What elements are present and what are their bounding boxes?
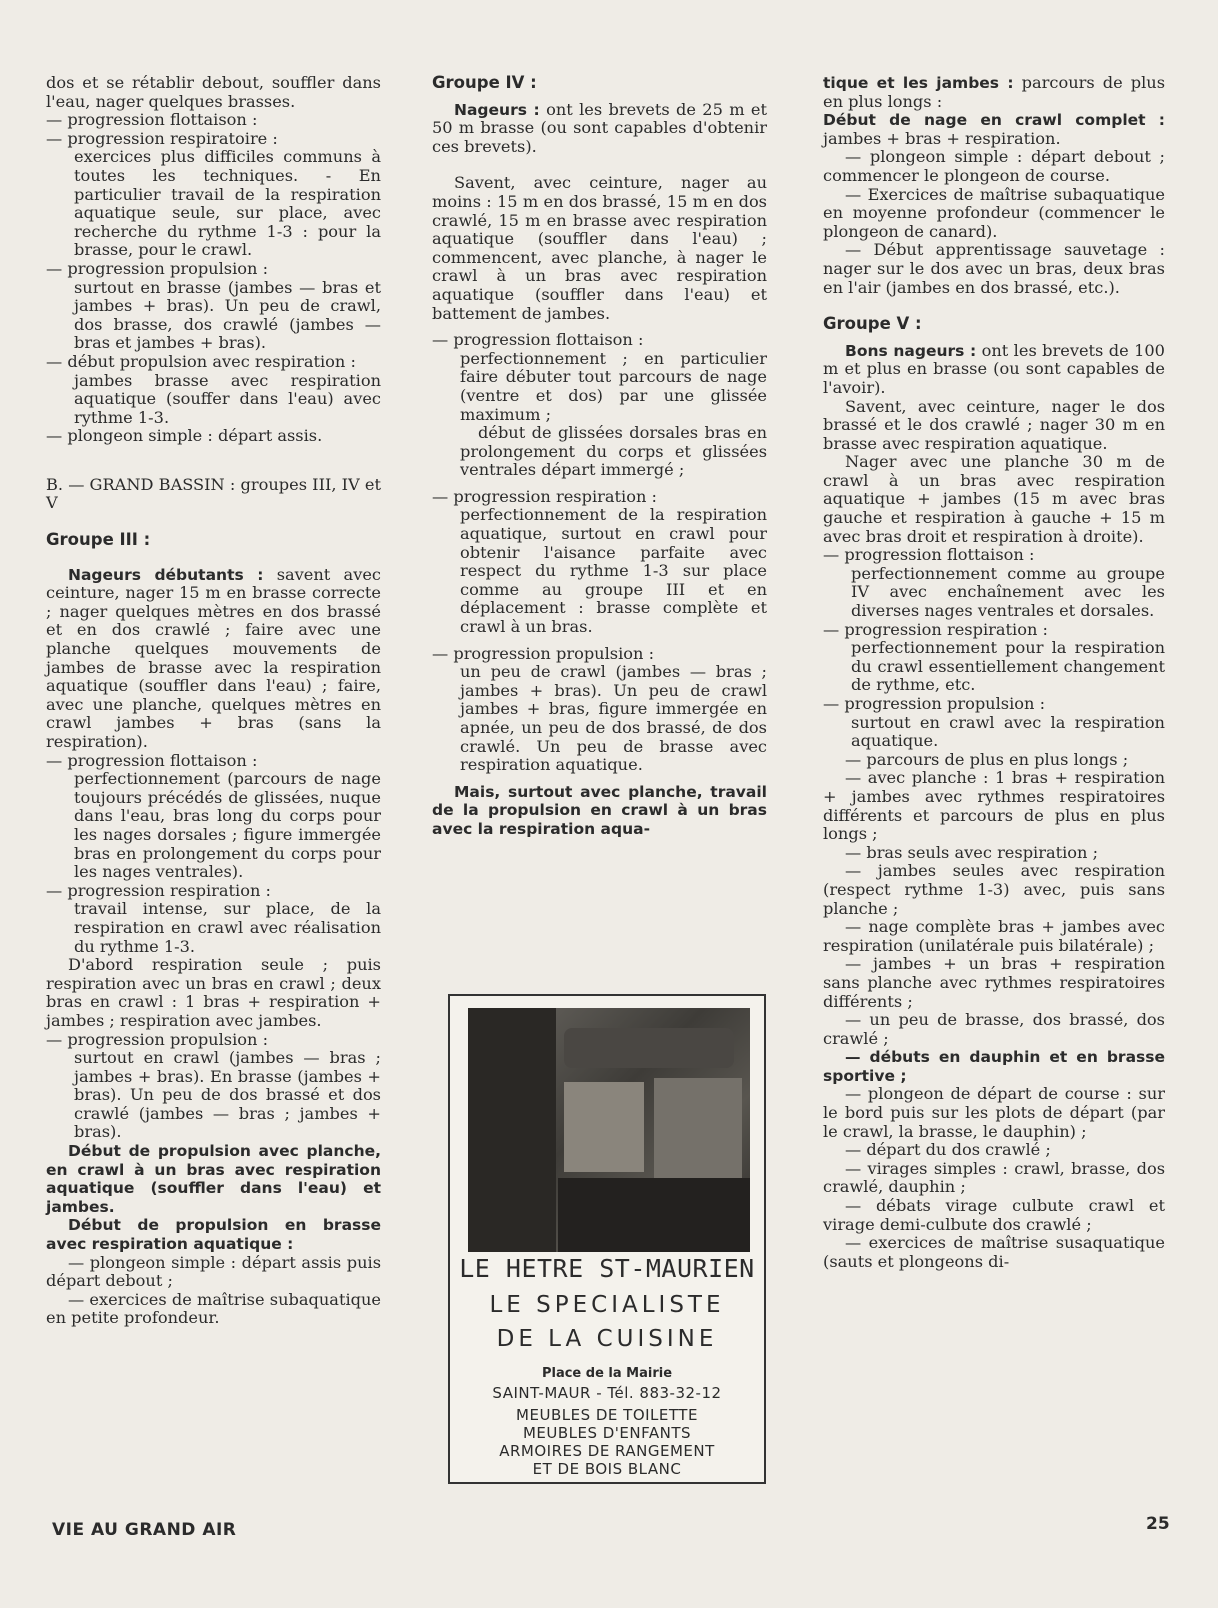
list-item: — début propulsion avec respiration :	[46, 351, 356, 371]
list-item: — parcours de plus en plus longs ;	[845, 749, 1129, 769]
group-heading: Groupe V :	[823, 314, 922, 334]
paragraph: Nager avec une planche 30 m de crawl à un bras avec respiration aquatique + jambes (15 m avec bras gauche et respiration à gauche + 15 m avec bras droit et respiration à droite).	[823, 452, 1165, 546]
bold-list-item: — débuts en dauphin et en brasse sportive ;	[823, 1048, 1165, 1085]
paragraph: début de glissées dorsales bras en prolongement du corps et glissées ventrales départ immergé ;	[460, 423, 767, 480]
column-1	[46, 74, 381, 1328]
paragraph: exercices plus difficiles communs à toutes les techniques. - En particulier travail de la respiration aquatique seule, sur place, avec recherche du rythme 1-3 : pour la brasse, pour le crawl.	[74, 147, 381, 260]
paragraph	[823, 342, 1165, 398]
list-item: — bras seuls avec respiration ;	[845, 842, 1099, 862]
magazine-title: VIE AU GRAND AIR	[52, 1520, 237, 1540]
paragraph	[823, 111, 1165, 148]
paragraph-text: jambes + bras + respiration.	[823, 128, 1061, 148]
paragraph: perfectionnement pour la respiration du crawl essentiellement changement de rythme, etc.	[851, 638, 1165, 695]
list-item: — départ du dos crawlé ;	[845, 1140, 1051, 1160]
paragraph-text: savent avec ceinture, nager 15 m en brasse correcte ; nager quelques mètres en dos brassé et en dos crawlé ; faire avec une planche quelques mouvements de jambes de brasse avec la respiration aquatique (souffler dans l'eau) ; faire, avec une planche, quelques mètres en crawl jambes + bras (sans la respiration).	[46, 564, 381, 751]
list-item: — progression respiratoire :	[46, 128, 278, 148]
list-item: — progression flottaison :	[823, 545, 1035, 565]
list-item: — Début apprentissage sauvetage : nager sur le dos avec un bras, deux bras en l'air (jambes en dos brassé, etc.).	[823, 240, 1165, 297]
lead-term: tique et les jambes :	[823, 74, 1014, 92]
ad-place: Place de la Mairie	[541, 1366, 673, 1381]
paragraph: surtout en crawl (jambes — bras ; jambes + bras). En brasse (jambes + bras). Un peu de dos brassé et dos crawlé (jambes — bras ; jambes + bras).	[74, 1048, 381, 1142]
list-item: — plongeon simple : départ assis.	[46, 426, 323, 446]
advertisement	[448, 994, 766, 1484]
list-item: — avec planche : 1 bras + respiration + jambes avec rythmes respiratoires différents et parcours de plus en plus longs ;	[823, 768, 1165, 844]
paragraph	[432, 101, 767, 157]
list-item: — jambes seules avec respiration (respect rythme 1-3) avec, puis sans planche ;	[823, 861, 1165, 918]
list-item: — progression respiration :	[46, 880, 271, 900]
list-item: — progression respiration :	[432, 486, 657, 506]
list-item: — progression propulsion :	[823, 694, 1046, 713]
list-item: — progression flottaison :	[46, 110, 258, 130]
paragraph: perfectionnement de la respiration aquatique, surtout en crawl pour obtenir l'aisance parfaite avec respect du rythme 1-3 sur place comme au groupe III et en déplacement : brasse complète et crawl à un bras.	[460, 505, 767, 637]
list-item: — plongeon de départ de course : sur le bord puis sur les plots de départ (par le crawl, la brasse, le dauphin) ;	[823, 1084, 1165, 1141]
ad-subtitle: DE LA CUISINE	[496, 1326, 718, 1352]
list-item: — jambes + un bras + respiration sans planche avec rythmes respiratoires différents ;	[823, 954, 1165, 1011]
paragraph: dos et se rétablir debout, souffler dans l'eau, nager quelques brasses.	[46, 73, 381, 111]
list-item: — plongeon simple : départ assis puis départ debout ;	[46, 1252, 381, 1291]
group-heading: Groupe IV :	[432, 73, 537, 92]
column-3	[823, 74, 1165, 1271]
list-item: — progression propulsion :	[46, 1029, 269, 1049]
lead-term: Nageurs débutants :	[68, 565, 264, 584]
paragraph: un peu de crawl (jambes — bras ; jambes + bras). Un peu de crawl jambes + bras, figure immergée en apnée, un peu de dos brassé, de dos crawlé. Un peu de brasse avec respiration aquatique.	[460, 662, 767, 775]
lead-term: Bons nageurs :	[845, 341, 977, 360]
paragraph-text: parcours de plus en plus longs :	[823, 73, 1165, 111]
ad-line: MEUBLES DE TOILETTE	[516, 1406, 698, 1424]
paragraph: surtout en brasse (jambes — bras et jambes + bras). Un peu de crawl, dos brasse, dos crawlé (jambes — bras et jambes + bras).	[74, 277, 381, 353]
paragraph: jambes brasse avec respiration aquatique (souffer dans l'eau) avec rythme 1-3.	[74, 370, 381, 427]
paragraph: Savent, avec ceinture, nager au moins : 15 m en dos brassé, 15 m en dos crawlé, 15 m en brasse avec respiration aquatique (souffler dans l'eau) ; commencent, avec planche, à nager le crawl à un bras avec respiration aquatique (souffler dans l'eau) et battement de jambes.	[432, 173, 767, 323]
ad-subtitle: LE SPECIALISTE	[489, 1292, 725, 1318]
list-item: — progression respiration :	[823, 619, 1048, 639]
list-item: — débats virage culbute crawl et virage demi-culbute dos crawlé ;	[823, 1196, 1165, 1234]
kitchen-photo	[468, 1008, 750, 1252]
paragraph: perfectionnement (parcours de nage toujours précédés de glissées, nuque dans l'eau, bras long du corps pour les nages dorsales ; figure immergée bras en prolongement du corps pour les nages ventrales).	[74, 769, 381, 882]
paragraph: perfectionnement ; en particulier faire débuter tout parcours de nage (ventre et dos) par une glissée maximum ;	[460, 348, 767, 424]
list-item: — progression propulsion :	[46, 258, 269, 278]
ad-line: MEUBLES D'ENFANTS	[522, 1424, 692, 1442]
bold-paragraph: Mais, surtout avec planche, travail de la propulsion en crawl à un bras avec la respiration aqua-	[432, 782, 767, 838]
paragraph: Savent, avec ceinture, nager le dos brassé et le dos crawlé ; nager 30 m en brasse avec respiration aquatique.	[823, 396, 1165, 453]
ad-line: ET DE BOIS BLANC	[532, 1460, 682, 1478]
list-item: — progression propulsion :	[432, 643, 655, 663]
paragraph: surtout en crawl avec la respiration aquatique.	[851, 712, 1165, 751]
ad-address: SAINT-MAUR - Tél. 883-32-12	[492, 1384, 722, 1402]
paragraph: D'abord respiration seule ; puis respiration avec un bras en crawl ; deux bras en crawl : 1 bras + respiration + jambes ; respiration avec jambes.	[46, 955, 381, 1030]
ad-line: ARMOIRES DE RANGEMENT	[499, 1442, 715, 1460]
group-heading: Groupe III :	[46, 530, 151, 550]
list-item: — exercices de maîtrise subaquatique en petite profondeur.	[46, 1289, 381, 1328]
section-heading: B. — GRAND BASSIN : groupes III, IV et V	[46, 474, 381, 513]
paragraph-text: ont les brevets de 100 m et plus en brasse (ou sont capables de l'avoir).	[823, 340, 1165, 397]
ad-title: LE HETRE ST-MAURIEN	[459, 1254, 755, 1283]
list-item: — Exercices de maîtrise subaquatique en moyenne profondeur (commencer le plongeon de canard).	[823, 184, 1165, 241]
paragraph: perfectionnement comme au groupe IV avec enchaînement avec les diverses nages ventrales et dorsales.	[851, 563, 1165, 621]
list-item: — virages simples : crawl, brasse, dos crawlé, dauphin ;	[823, 1158, 1165, 1197]
bold-paragraph: Début de propulsion en brasse avec respiration aquatique :	[46, 1216, 381, 1254]
list-item: — progression flottaison :	[432, 330, 644, 350]
list-item: — nage complète bras + jambes avec respiration (unilatérale puis bilatérale) ;	[823, 917, 1165, 955]
paragraph	[823, 74, 1165, 111]
column-2	[432, 74, 767, 839]
lead-term: Nageurs :	[454, 100, 540, 119]
list-item: — exercices de maîtrise susaquatique (sauts et plongeons di-	[823, 1233, 1165, 1271]
lead-term: Début de nage en crawl complet :	[823, 111, 1165, 130]
page-number: 25	[1146, 1514, 1170, 1534]
bold-paragraph: Début de propulsion avec planche, en crawl à un bras avec respiration aquatique (souffler dans l'eau) et jambes.	[46, 1142, 381, 1216]
list-item: — progression flottaison :	[46, 750, 258, 770]
paragraph: travail intense, sur place, de la respiration en crawl avec réalisation du rythme 1-3.	[74, 899, 381, 956]
list-item: — un peu de brasse, dos brassé, dos crawlé ;	[823, 1010, 1165, 1048]
paragraph-text: ont les brevets de 25 m et 50 m brasse (ou sont capables d'obtenir ces brevets).	[432, 99, 767, 156]
paragraph	[46, 566, 381, 752]
list-item: — plongeon simple : départ debout ; commencer le plongeon de course.	[823, 147, 1165, 185]
